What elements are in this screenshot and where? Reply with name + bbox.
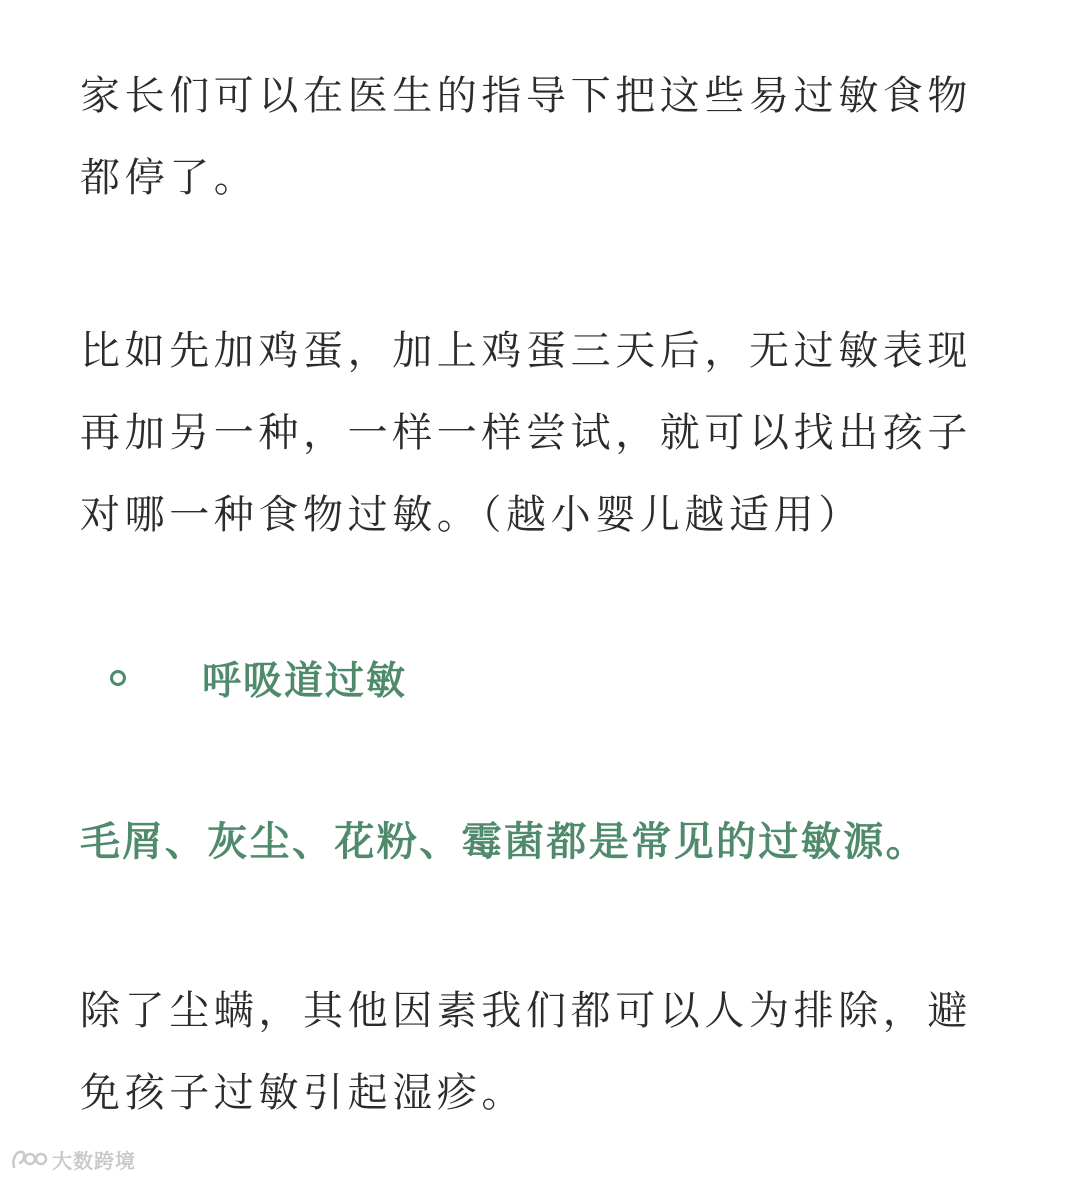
paragraph-dust-mites	[80, 970, 1010, 1134]
highlight-allergens-text: 毛屑、灰尘、花粉、霉菌都是常见的过敏源。	[80, 819, 928, 865]
text-line: 都停了。	[80, 155, 259, 201]
text-line: 家长们可以在医生的指导下把这些易过敏食物	[80, 73, 972, 119]
paragraph-egg-example	[80, 310, 1010, 556]
text-line: 免孩子过敏引起湿疹。	[80, 1070, 526, 1116]
watermark-text: 大数跨境	[52, 1149, 136, 1173]
paragraph-food-allergy-stop	[80, 55, 1010, 219]
section-heading-text: 呼吸道过敏	[202, 659, 408, 704]
watermark	[10, 1145, 136, 1174]
text-line: 再加另一种，一样一样尝试，就可以找出孩子	[80, 410, 972, 456]
logo-icon	[10, 1147, 48, 1173]
text-line: 对哪一种食物过敏。（越小婴儿越适用）	[80, 492, 863, 538]
hollow-circle-icon	[110, 670, 126, 686]
text-line: 比如先加鸡蛋，加上鸡蛋三天后，无过敏表现	[80, 328, 972, 374]
text-line: 除了尘螨，其他因素我们都可以人为排除，避	[80, 988, 972, 1034]
section-heading-respiratory-allergy	[106, 648, 407, 708]
